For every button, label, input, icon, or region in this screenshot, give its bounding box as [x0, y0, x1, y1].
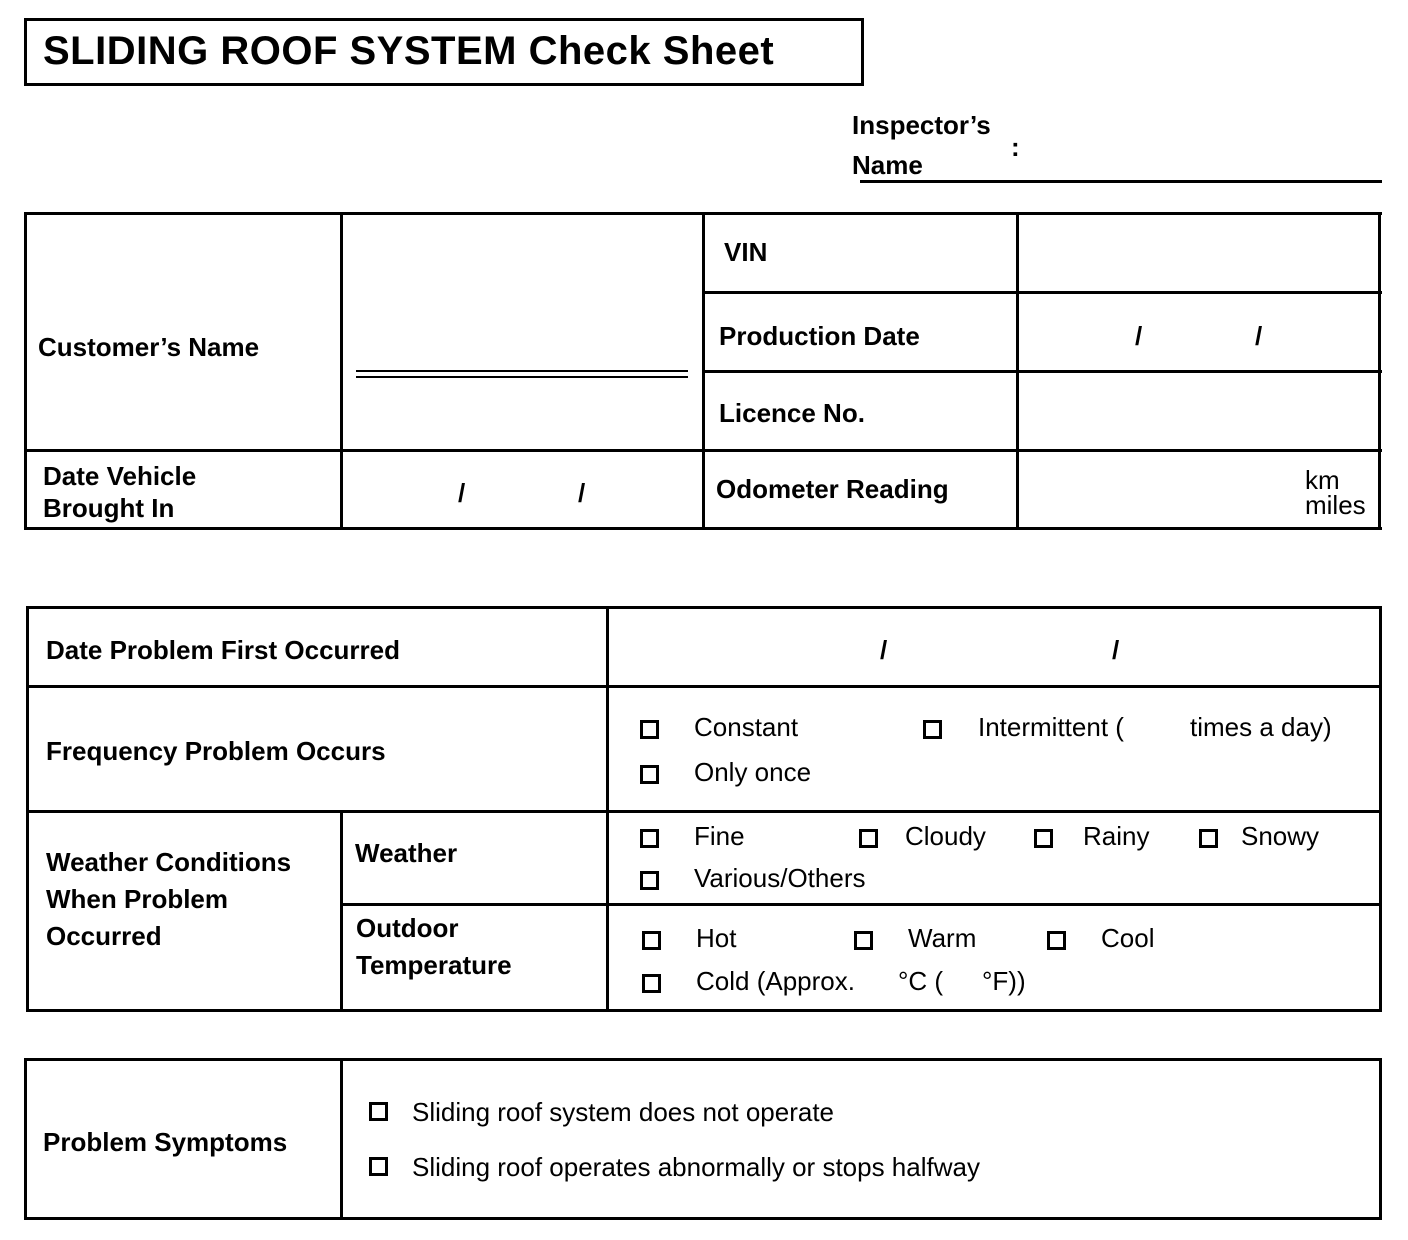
- various-others-option-label: Various/Others: [694, 863, 866, 893]
- customer-name-line-lower: [356, 376, 688, 378]
- production-date-separator-2: /: [1255, 321, 1263, 351]
- vin-label: VIN: [724, 237, 768, 267]
- fine-checkbox[interactable]: [640, 829, 659, 848]
- constant-checkbox[interactable]: [640, 720, 659, 739]
- only-once-checkbox[interactable]: [640, 765, 659, 784]
- intermittent-checkbox[interactable]: [923, 720, 942, 739]
- licence-field[interactable]: [1020, 374, 1376, 448]
- weather-label: Weather: [355, 838, 458, 868]
- date-brought-in-separator-2: /: [578, 478, 586, 508]
- licence-label: Licence No.: [719, 398, 865, 428]
- symptom-2-label: Sliding roof operates abnormally or stops halfway: [412, 1152, 980, 1182]
- only-once-option-label: Only once: [694, 757, 812, 787]
- celsius-label: °C (: [898, 966, 944, 996]
- customer-name-line-upper[interactable]: [356, 370, 688, 372]
- inspector-label-line2: Name: [852, 150, 923, 180]
- date-brought-in-separator-1: /: [458, 478, 466, 508]
- rainy-checkbox[interactable]: [1034, 829, 1053, 848]
- warm-checkbox[interactable]: [854, 931, 873, 950]
- snowy-option-label: Snowy: [1241, 821, 1320, 851]
- cool-option-label: Cool: [1101, 923, 1155, 953]
- cold-checkbox[interactable]: [642, 974, 661, 993]
- outdoor-temperature-label-line1: Outdoor: [356, 913, 459, 943]
- customer-name-label: Customer’s Name: [38, 332, 260, 362]
- inspector-label-line1: Inspector’s: [852, 110, 991, 140]
- times-a-day-label: times a day): [1190, 712, 1332, 742]
- cold-option-label: Cold (Approx.: [696, 966, 855, 996]
- rainy-option-label: Rainy: [1083, 821, 1150, 851]
- inspector-colon: :: [1011, 132, 1020, 162]
- cool-checkbox[interactable]: [1047, 931, 1066, 950]
- symptom-2-checkbox[interactable]: [369, 1157, 388, 1176]
- title-box: [24, 18, 864, 86]
- hot-checkbox[interactable]: [642, 931, 661, 950]
- cloudy-option-label: Cloudy: [905, 821, 986, 851]
- weather-conditions-label-line3: Occurred: [46, 921, 162, 951]
- date-brought-in-label-line1: Date Vehicle: [43, 461, 197, 491]
- outdoor-temperature-label-line2: Temperature: [356, 950, 512, 980]
- fahrenheit-label: °F)): [982, 966, 1026, 996]
- vin-field[interactable]: [1020, 216, 1376, 290]
- date-first-separator-1: /: [880, 635, 888, 665]
- odometer-unit-miles: miles: [1305, 490, 1366, 520]
- warm-option-label: Warm: [908, 923, 977, 953]
- inspector-name-line[interactable]: [860, 180, 1382, 183]
- frequency-label: Frequency Problem Occurs: [46, 736, 386, 766]
- snowy-checkbox[interactable]: [1199, 829, 1218, 848]
- symptom-1-checkbox[interactable]: [369, 1102, 388, 1121]
- odometer-unit-km: km: [1305, 465, 1340, 495]
- constant-option-label: Constant: [694, 712, 799, 742]
- odometer-label: Odometer Reading: [716, 474, 949, 504]
- various-others-checkbox[interactable]: [640, 871, 659, 890]
- cloudy-checkbox[interactable]: [859, 829, 878, 848]
- problem-symptoms-label: Problem Symptoms: [43, 1127, 288, 1157]
- hot-option-label: Hot: [696, 923, 737, 953]
- date-first-occurred-label: Date Problem First Occurred: [46, 635, 400, 665]
- production-date-label: Production Date: [719, 321, 920, 351]
- date-brought-in-label-line2: Brought In: [43, 493, 175, 523]
- symptom-1-label: Sliding roof system does not operate: [412, 1097, 835, 1127]
- production-date-separator-1: /: [1135, 321, 1143, 351]
- page-title: SLIDING ROOF SYSTEM Check Sheet: [43, 29, 775, 73]
- weather-conditions-label-line1: Weather Conditions: [46, 847, 292, 877]
- weather-conditions-label-line2: When Problem: [46, 884, 229, 914]
- intermittent-option-label: Intermittent (: [978, 712, 1124, 742]
- fine-option-label: Fine: [694, 821, 745, 851]
- date-first-separator-2: /: [1112, 635, 1120, 665]
